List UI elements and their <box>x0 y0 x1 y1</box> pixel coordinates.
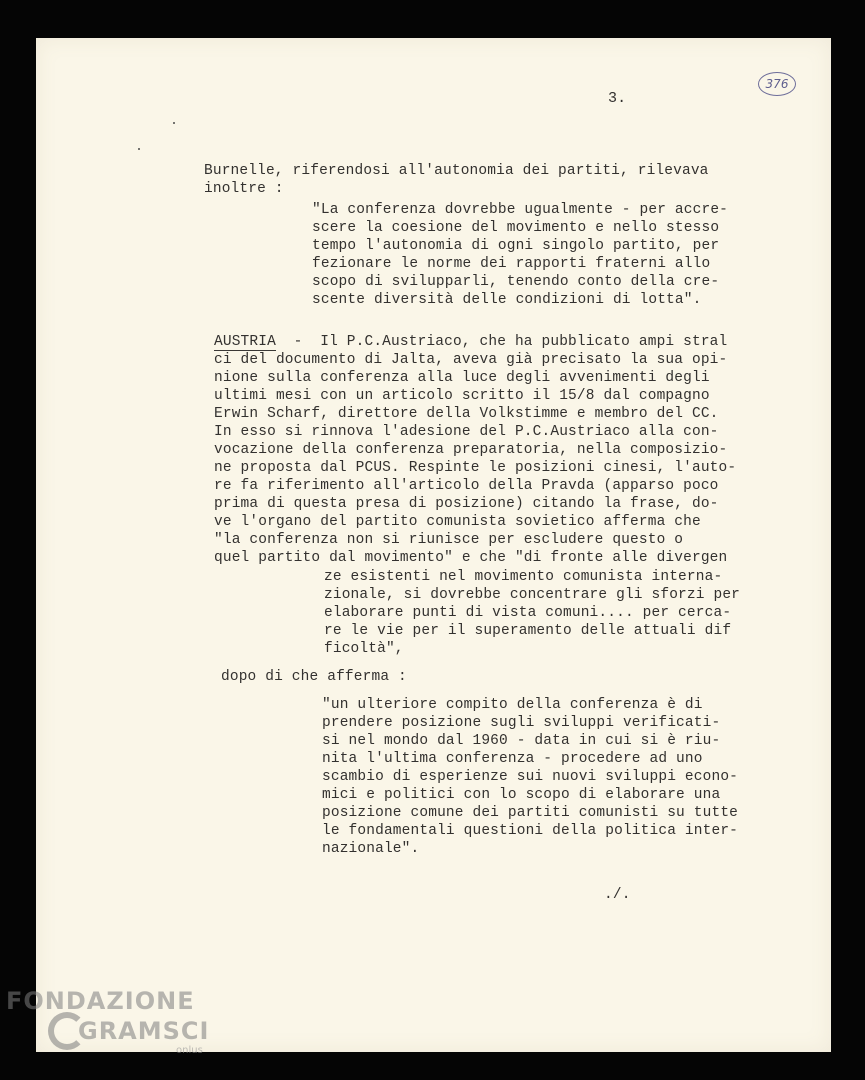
quote-line: fezionare le norme dei rapporti fraterni allo <box>312 256 711 272</box>
quote-line: "La conferenza dovrebbe ugualmente - per accre- <box>312 202 729 218</box>
quote-line: re le vie per il superamento delle attuali dif <box>324 623 732 639</box>
watermark-line1: FONDAZIONE <box>6 987 195 1015</box>
quote-line: ze esistenti nel movimento comunista interna- <box>324 569 723 585</box>
watermark-line2: GRAMSCI <box>78 1017 210 1045</box>
continuation-mark: ./. <box>604 887 631 903</box>
paper-speck <box>173 122 175 124</box>
quote-line: elaborare punti di vista comuni.... per cerca- <box>324 605 732 621</box>
text-line: ve l'organo del partito comunista sovietico afferma che <box>214 514 701 530</box>
quote-line: "un ulteriore compito della conferenza è di <box>322 697 703 713</box>
text-line: inoltre : <box>204 181 284 197</box>
text-line: Erwin Scharf, direttore della Volkstimme e membro del CC. <box>214 406 719 422</box>
text-line: ultimi mesi con un articolo scritto il 15/8 dal compagno <box>214 388 710 404</box>
text-line: ne proposta dal PCUS. Respinte le posizioni cinesi, l'auto- <box>214 460 737 476</box>
quote-line: si nel mondo dal 1960 - data in cui si è riu- <box>322 733 721 749</box>
text-line: nione sulla conferenza alla luce degli avvenimenti degli <box>214 370 710 386</box>
quote-line: zionale, si dovrebbe concentrare gli sforzi per <box>324 587 741 603</box>
text-line: In esso si rinnova l'adesione del P.C.Austriaco alla con- <box>214 424 719 440</box>
quote-line: tempo l'autonomia di ogni singolo partito, per <box>312 238 720 254</box>
quote-line: scere la coesione del movimento e nello stesso <box>312 220 720 236</box>
quote-line: le fondamentali questioni della politica inter- <box>322 823 739 839</box>
archive-number-stamp: 376 <box>758 72 796 96</box>
quote-line: scambio di esperienze sui nuovi sviluppi econo- <box>322 769 739 785</box>
text-line: dopo di che afferma : <box>221 669 407 685</box>
text-line: quel partito dal movimento" e che "di fronte alle divergen <box>214 550 728 566</box>
quote-line: prendere posizione sugli sviluppi verificati- <box>322 715 721 731</box>
text-line: prima di questa presa di posizione) citando la frase, do- <box>214 496 719 512</box>
quote-line: nazionale". <box>322 841 420 857</box>
quote-line: scopo di svilupparli, tenendo conto della cre- <box>312 274 720 290</box>
watermark-onlus: onlus <box>176 1045 203 1056</box>
text-line: "la conferenza non si riunisce per escludere questo o <box>214 532 684 548</box>
quote-line: posizione comune dei partiti comunisti su tutte <box>322 805 739 821</box>
quote-line: ficoltà", <box>324 641 404 657</box>
page-number: 3. <box>608 90 627 107</box>
text-line: ci del documento di Jalta, aveva già precisato la sua opi- <box>214 352 728 368</box>
text-line: re fa riferimento all'articolo della Pravda (apparso poco <box>214 478 719 494</box>
document-page <box>36 38 831 1052</box>
text-line: Burnelle, riferendosi all'autonomia dei partiti, rilevava <box>204 163 709 179</box>
quote-line: nita l'ultima conferenza - procedere ad uno <box>322 751 703 767</box>
quote-line: mici e politici con lo scopo di elaborare una <box>322 787 721 803</box>
paper-speck <box>138 148 140 150</box>
text-line: vocazione della conferenza preparatoria, nella composizio- <box>214 442 728 458</box>
watermark <box>6 986 209 1046</box>
austria-paragraph-line: AUSTRIA - Il P.C.Austriaco, che ha pubblicato ampi stral <box>214 334 728 350</box>
quote-line: scente diversità delle condizioni di lotta". <box>312 292 702 308</box>
